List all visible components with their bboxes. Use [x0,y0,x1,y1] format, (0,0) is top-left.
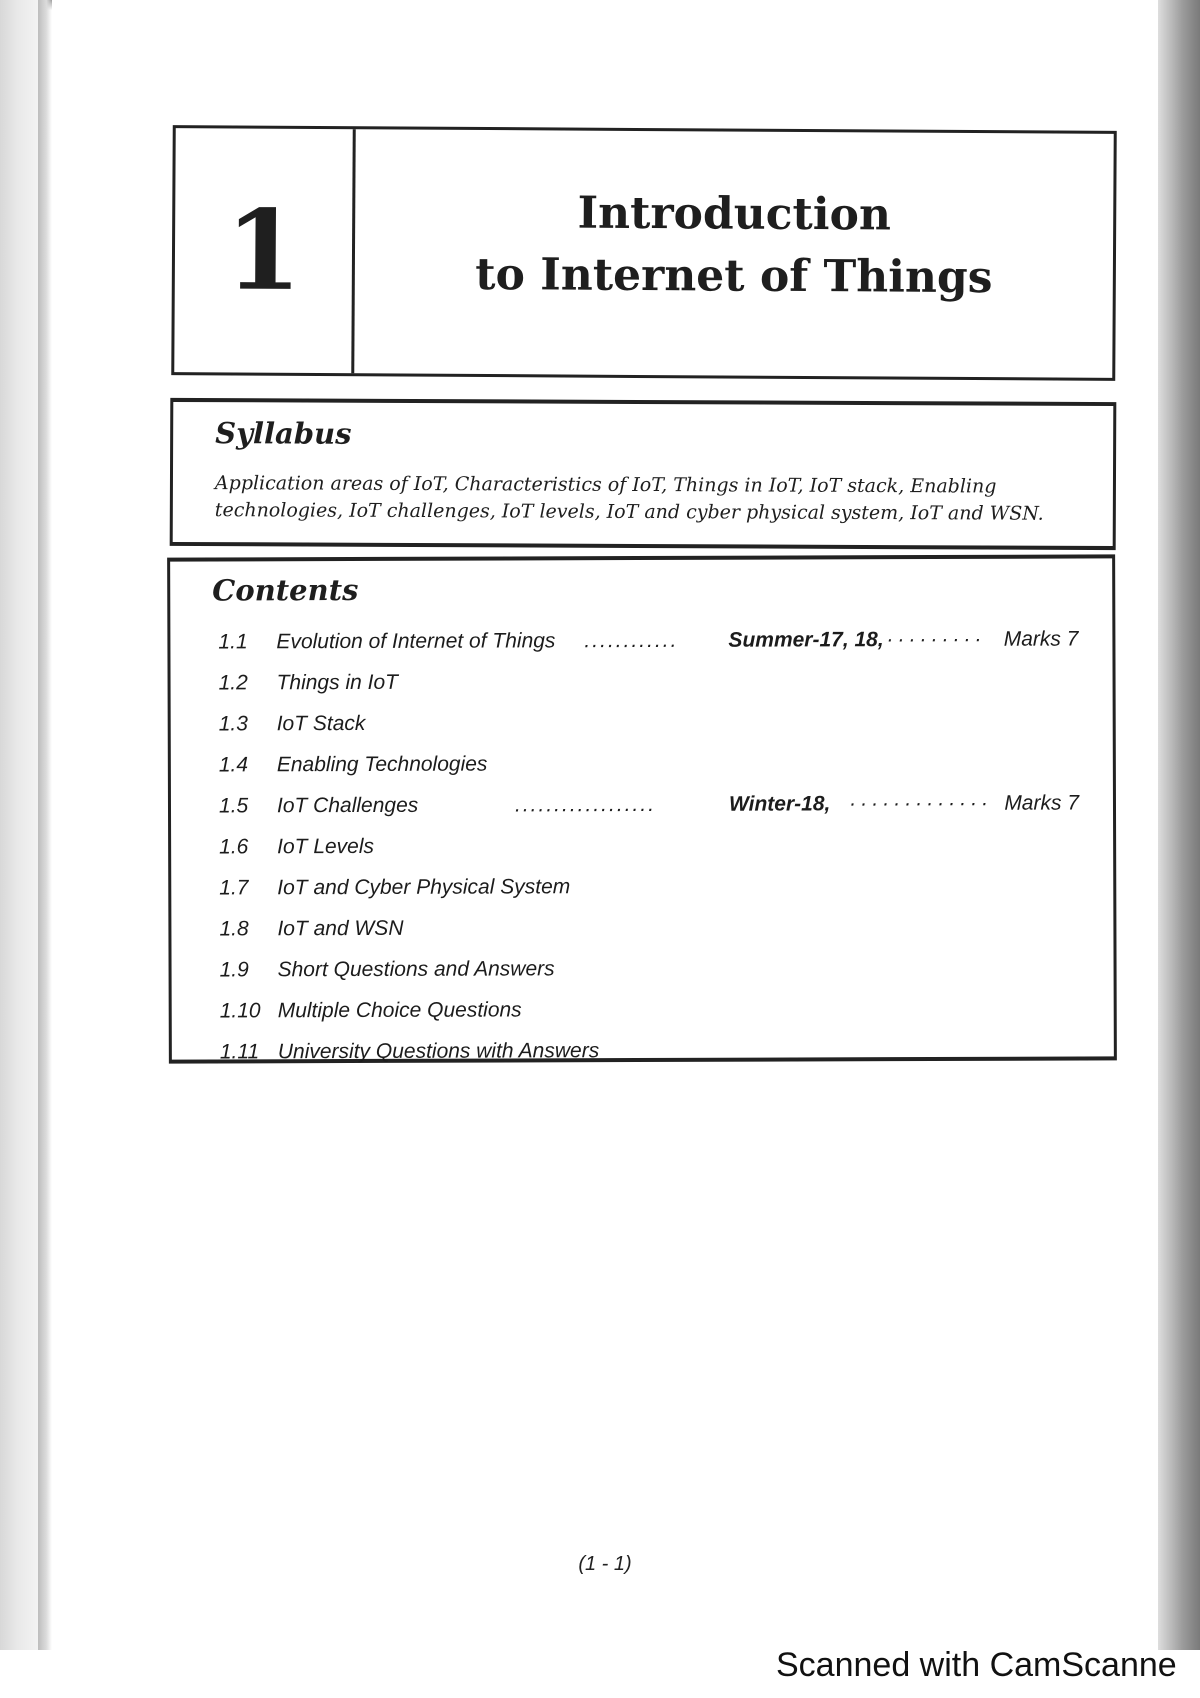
chapter-title-line-1: Introduction [577,187,892,241]
scan-right-edge [1158,0,1200,1650]
toc-item-title: University Questions with Answers [277,1039,600,1064]
toc-item [219,782,1079,826]
toc-item-title: Things in IoT [276,670,398,695]
toc-dot-leader: ············· [848,791,992,816]
document-page [52,0,1158,1650]
toc-item-number: 1.2 [218,671,248,695]
toc-item-number: 1.8 [219,917,249,941]
toc-item [219,864,1079,908]
chapter-title-box [171,125,1117,381]
syllabus-text: Application areas of IoT, Characteristics of IoT, Things in IoT, IoT stack, Enabling technologies, IoT challenges, IoT levels, IoT and cyber physical system, IoT and WSN. [214,472,1044,525]
toc-item [218,659,1078,703]
toc-item [220,987,1080,1031]
toc-item-title: Enabling Technologies [276,752,488,777]
toc-item [220,1028,1080,1072]
syllabus-heading: Syllabus [215,416,352,451]
toc-item [219,946,1079,990]
toc-item-title: Multiple Choice Questions [277,998,522,1023]
contents-box [167,554,1117,1063]
toc-item [219,823,1079,867]
chapter-title-line-2: to Internet of Things [475,248,993,304]
toc-item [219,905,1079,949]
toc-item-title: Evolution of Internet of Things [276,629,556,654]
toc-item-number: 1.4 [218,753,249,777]
toc-item-number: 1.1 [218,630,248,654]
chapter-title [355,181,1114,310]
toc-item-title: IoT Challenges [276,793,419,818]
toc-item-title: Short Questions and Answers [277,957,555,982]
toc-item-title: IoT Levels [277,834,375,859]
toc-item-number: 1.10 [219,999,261,1023]
toc-dot-leader: .................. [514,792,657,817]
toc-exam-reference: Winter-18, [728,792,831,816]
toc-item-number: 1.6 [219,835,249,859]
toc-exam-reference: Summer-17, 18, [728,628,884,652]
toc-item [218,618,1078,662]
toc-item-title: IoT and WSN [277,916,404,941]
toc-item-number: 1.11 [219,1040,260,1064]
chapter-number-cell [174,128,355,373]
toc-item-number: 1.3 [218,712,248,736]
toc-list [218,618,1080,1072]
contents-heading: Contents [212,572,359,608]
toc-item [219,700,1079,744]
toc-dot-leader: ............ [584,628,679,653]
toc-dot-leader: ········· [886,627,986,652]
toc-item [219,741,1079,785]
chapter-number: 1 [224,185,303,315]
toc-item-number: 1.7 [219,876,249,900]
camscanner-watermark: Scanned with CamScanne [776,1646,1177,1684]
scan-binding-shadow [38,0,52,1650]
toc-marks: Marks 7 [1004,791,1080,815]
toc-item-title: IoT Stack [276,711,366,736]
page-number: (1 - 1) [578,1553,632,1575]
toc-item-title: IoT and Cyber Physical System [277,875,571,900]
syllabus-box [170,398,1117,550]
toc-item-number: 1.5 [218,794,249,818]
toc-marks: Marks 7 [1003,627,1079,651]
toc-item-number: 1.9 [219,958,249,982]
